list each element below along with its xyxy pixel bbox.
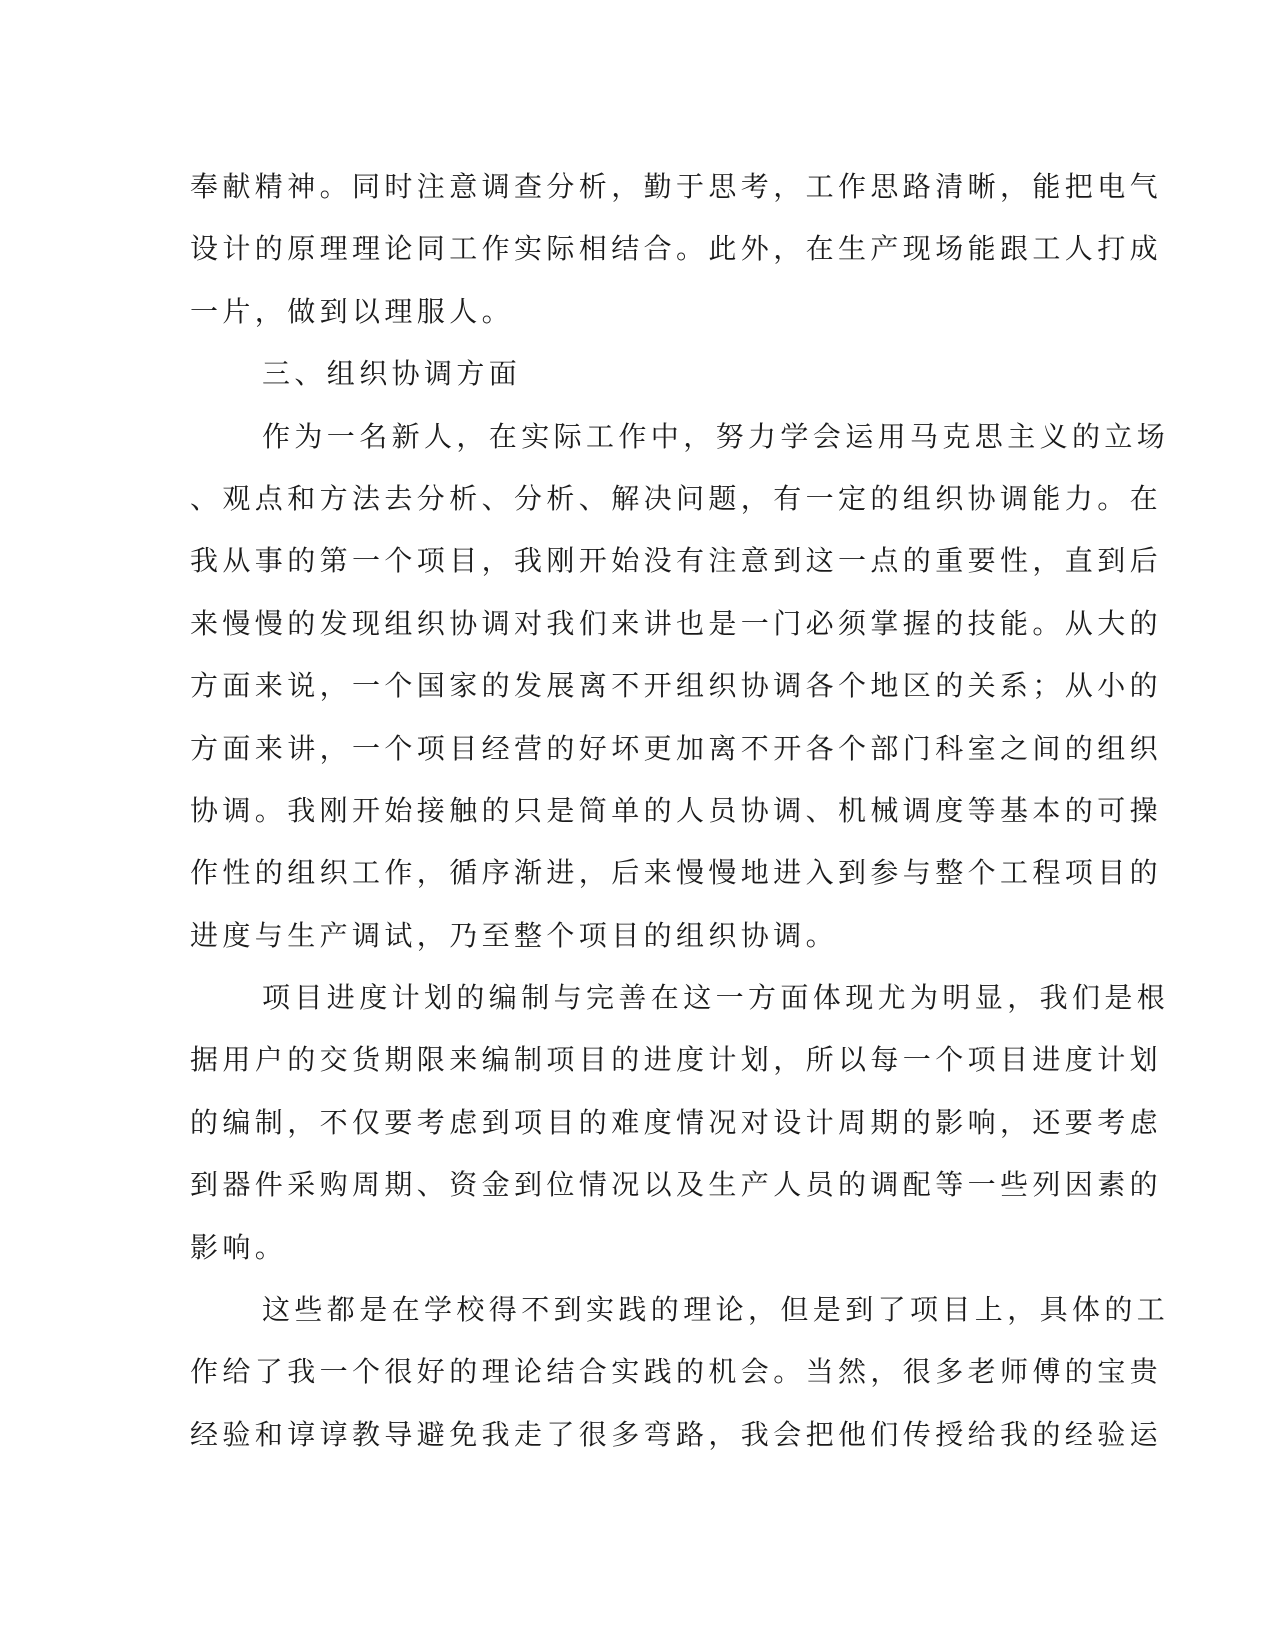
text-line: 作为一名新人，在实际工作中，努力学会运用马克思主义的立场 (262, 419, 1170, 453)
text-line: 到器件采购周期、资金到位情况以及生产人员的调配等一些列因素的 (190, 1168, 1163, 1202)
text-line: 的编制，不仅要考虑到项目的难度情况对设计周期的影响，还要考虑 (190, 1105, 1163, 1139)
text-line: 一片，做到以理服人。 (190, 294, 515, 328)
text-line: 方面来讲，一个项目经营的好坏更加离不开各个部门科室之间的组织 (190, 731, 1163, 765)
text-line: 进度与生产调试，乃至整个项目的组织协调。 (190, 918, 839, 952)
text-line: 这些都是在学校得不到实践的理论，但是到了项目上，具体的工 (262, 1293, 1170, 1327)
text-line: 设计的原理理论同工作实际相结合。此外，在生产现场能跟工人打成 (190, 232, 1163, 266)
text-line: 项目进度计划的编制与完善在这一方面体现尤为明显，我们是根 (262, 981, 1170, 1015)
text-line: 、观点和方法去分析、分析、解决问题，有一定的组织协调能力。在 (190, 481, 1163, 515)
text-line: 来慢慢的发现组织协调对我们来讲也是一门必须掌握的技能。从大的 (190, 606, 1163, 640)
document-body (190, 156, 1170, 1466)
text-line: 经验和谆谆教导避免我走了很多弯路，我会把他们传授给我的经验运 (190, 1417, 1163, 1451)
text-line: 作性的组织工作，循序渐进，后来慢慢地进入到参与整个工程项目的 (190, 856, 1163, 890)
section-heading: 三、组织协调方面 (262, 357, 522, 391)
text-line: 奉献精神。同时注意调查分析，勤于思考，工作思路清晰，能把电气 (190, 170, 1163, 203)
text-line: 据用户的交货期限来编制项目的进度计划，所以每一个项目进度计划 (190, 1043, 1163, 1077)
text-line: 协调。我刚开始接触的只是简单的人员协调、机械调度等基本的可操 (190, 793, 1163, 827)
text-line: 影响。 (190, 1230, 288, 1264)
text-line: 我从事的第一个项目，我刚开始没有注意到这一点的重要性，直到后 (190, 544, 1163, 578)
text-line: 作给了我一个很好的理论结合实践的机会。当然，很多老师傅的宝贵 (190, 1355, 1163, 1389)
text-line: 方面来说，一个国家的发展离不开组织协调各个地区的关系；从小的 (190, 669, 1163, 703)
